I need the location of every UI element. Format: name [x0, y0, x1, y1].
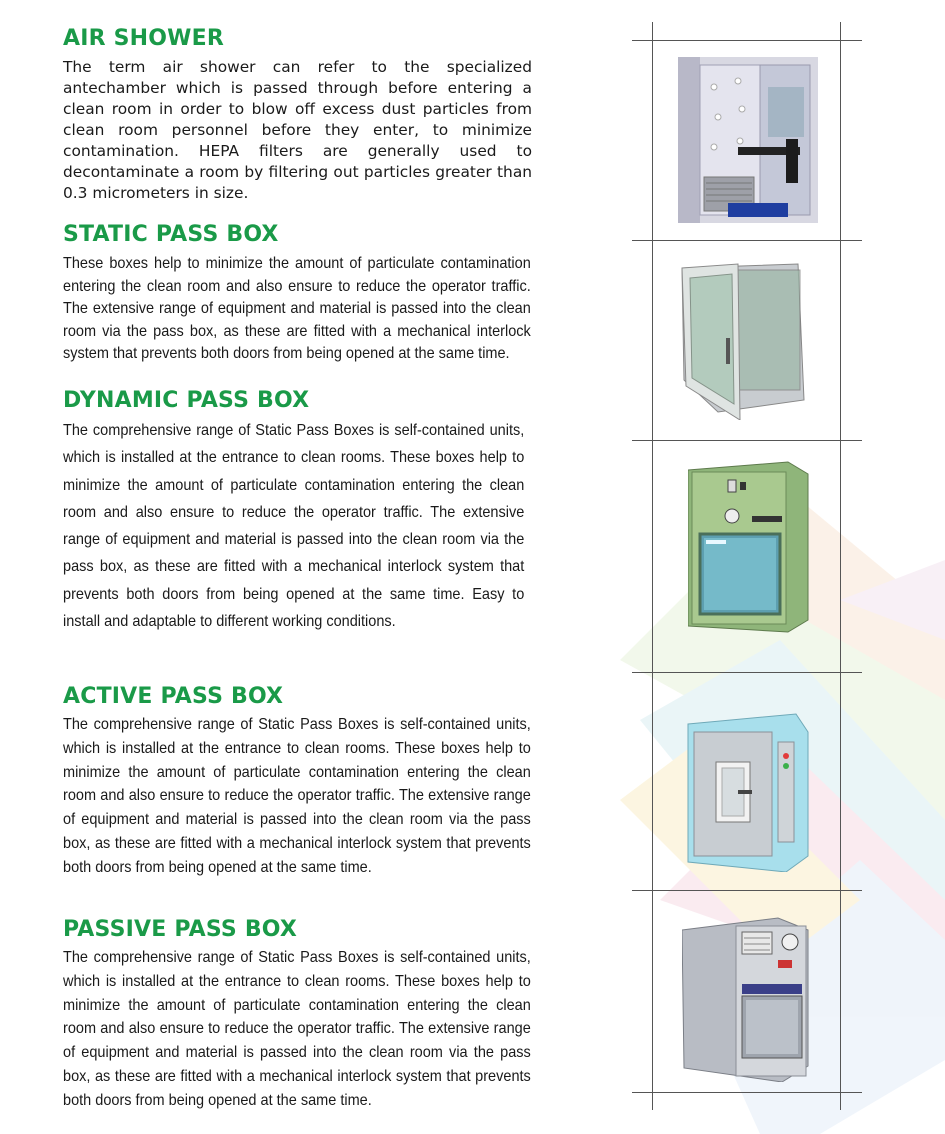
- section-title: DYNAMIC PASS BOX: [63, 388, 310, 413]
- section-dynamic-pass-box: [63, 388, 527, 635]
- air-shower-photo: [678, 57, 818, 223]
- dynamic-pass-box-photo: [688, 460, 810, 636]
- active-pass-box-photo: [686, 712, 810, 872]
- guide-line-6: [632, 1092, 862, 1093]
- section-air-shower: [63, 26, 532, 204]
- section-body: The comprehensive range of Static Pass Boxes is self-contained units, which is installed at the entrance to clean rooms. These boxes help to minimize the amount of particulate contamination entering the clean room and also ensure to reduce the operator traffic. The extensive range of equipment and material is passed into the clean room via the pass box, as these are fitted with a mechanical interlock system that prevents both doors from being opened at the same time.: [63, 716, 531, 876]
- section-body: The term air shower can refer to the specialized antechamber which is passed through before entering a clean room in order to blow off excess dust particles from clean room personnel before they enter, to minimize contamination. HEPA filters are generally used to decontaminate a room by filtering out particles greater than 0.3 micrometers in size.: [63, 58, 532, 202]
- section-body: The comprehensive range of Static Pass Boxes is self-contained units, which is installed at the entrance to clean rooms. These boxes help to minimize the amount of particulate contamination entering the clean room and also ensure to reduce the operator traffic. The extensive range of equipment and material is passed into the clean room via the pass box, as these are fitted with a mechanical interlock system that prevents both doors from being opened at the same time. Easy to install and adaptable to different working conditions.: [63, 422, 525, 631]
- section-title: STATIC PASS BOX: [63, 222, 279, 247]
- guide-line-right: [840, 22, 841, 1110]
- section-passive-pass-box: [63, 917, 533, 1113]
- guide-line-4: [632, 672, 862, 673]
- guide-line-left: [652, 22, 653, 1110]
- static-pass-box-photo: [678, 260, 808, 420]
- guide-line-3: [632, 440, 862, 441]
- guide-line-2: [632, 240, 862, 241]
- guide-line-1: [632, 40, 862, 41]
- section-title: AIR SHOWER: [63, 26, 225, 51]
- passive-pass-box-photo: [682, 916, 810, 1082]
- section-active-pass-box: [63, 684, 533, 880]
- section-body: These boxes help to minimize the amount of particulate contamination entering the clean room and also ensure to reduce the operator traffic. The extensive range of equipment and material is passed into the clean room via the pass box, as these are fitted with a mechanical interlock system that prevents both doors from being opened at the same time.: [63, 255, 531, 362]
- section-title: ACTIVE PASS BOX: [63, 684, 284, 709]
- section-static-pass-box: [63, 222, 533, 366]
- section-body: The comprehensive range of Static Pass Boxes is self-contained units, which is installed at the entrance to clean rooms. These boxes help to minimize the amount of particulate contamination entering the clean room and also ensure to reduce the operator traffic. The extensive range of equipment and material is passed into the clean room via the pass box, as these are fitted with a mechanical interlock system that prevents both doors from being opened at the same time.: [63, 949, 531, 1109]
- section-title: PASSIVE PASS BOX: [63, 917, 298, 942]
- guide-line-5: [632, 890, 862, 891]
